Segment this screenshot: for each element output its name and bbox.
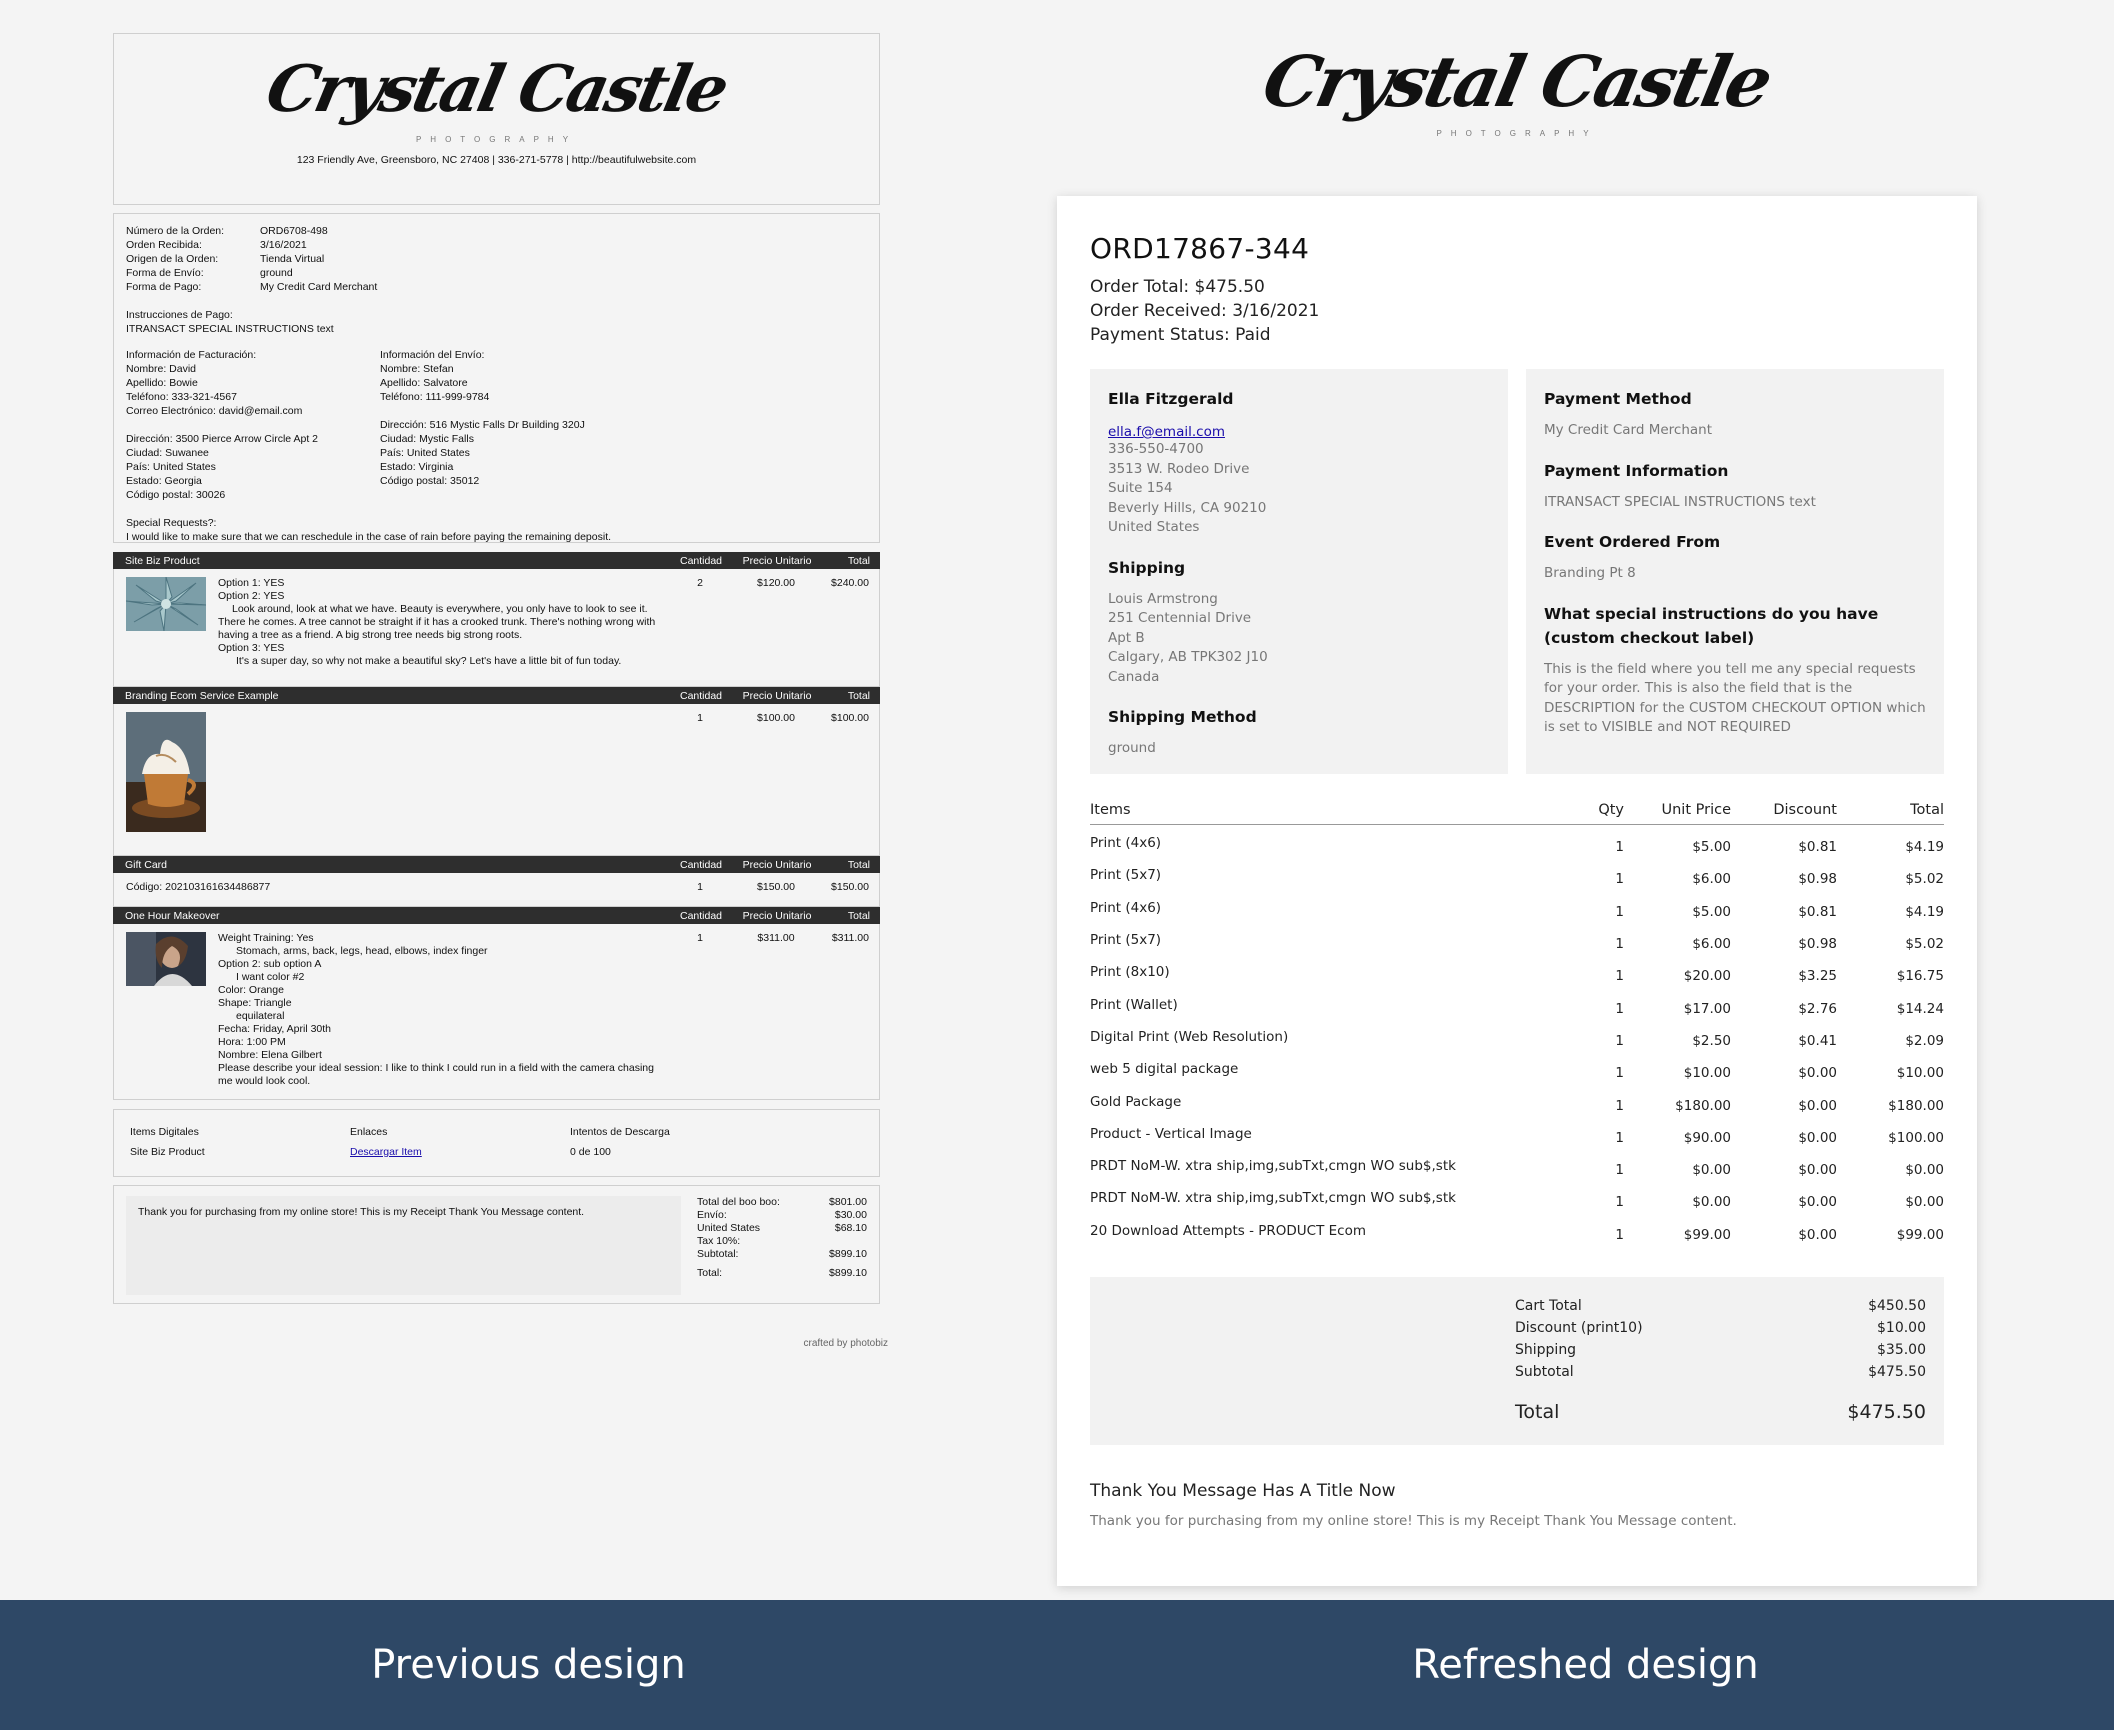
product-unit-price: $100.00	[757, 712, 795, 724]
item-discount: $0.00	[1798, 1194, 1837, 1211]
table-row	[1090, 1154, 1944, 1186]
spacer	[380, 404, 634, 418]
crafted-by: crafted by photobiz	[803, 1338, 888, 1349]
payment-panel	[1526, 369, 1944, 774]
product-values	[669, 577, 869, 678]
col-unit-price: Unit Price	[1661, 802, 1731, 818]
billing-heading: Información de Facturación:	[126, 349, 257, 361]
product-option-line: Weight Training: Yes	[218, 932, 314, 944]
item-qty: 1	[1615, 839, 1624, 856]
order-field-label: Forma de Envío:	[126, 267, 204, 279]
table-row	[1090, 1219, 1944, 1251]
item-discount: $2.76	[1798, 1000, 1837, 1017]
brand-logo: Crystal Castle	[260, 52, 733, 127]
product-option-line: Look around, look at what we have. Beauty is everywhere, you only have to look to see it. There he comes. A tree cannot be straight if it has a crooked trunk. There's nothing wrong with having a tree as a friend. A big strong tree needs big strong roots.	[218, 603, 656, 641]
payment-instructions-value: ITRANSACT SPECIAL INSTRUCTIONS text	[126, 323, 334, 335]
special-requests	[126, 516, 867, 544]
address-columns	[126, 348, 867, 502]
product-option-line: Option 1: YES	[218, 577, 285, 589]
product-unit-price: $120.00	[757, 577, 795, 589]
product-total: $240.00	[831, 577, 869, 589]
previous-header	[113, 33, 880, 205]
payment-instructions	[126, 308, 867, 336]
product-option-line: Please describe your ideal session: I like to think I could run in a field with the camera chasing me would look cool.	[218, 1062, 654, 1087]
item-name: Print (8x10)	[1090, 964, 1170, 981]
item-name: Print (5x7)	[1090, 932, 1162, 949]
product-option-line: Hora: 1:00 PM	[218, 1036, 286, 1048]
table-row	[1090, 896, 1944, 928]
table-row	[1090, 1122, 1944, 1154]
shipping-line: Apt B	[1108, 629, 1145, 646]
item-total: $4.19	[1905, 903, 1944, 920]
total-label: Envío:	[697, 1209, 727, 1221]
downloads-col-attempts: Intentos de Descarga	[570, 1126, 670, 1138]
item-unit-price: $90.00	[1683, 1129, 1731, 1146]
item-qty: 1	[1615, 1226, 1624, 1243]
table-row	[1090, 992, 1944, 1024]
billing-line: Ciudad: Suwanee	[126, 447, 209, 459]
shipping-info	[380, 348, 634, 502]
billing-line: Estado: Georgia	[126, 475, 202, 487]
product-option-line: I want color #2	[236, 971, 305, 983]
product-thumbnail-image	[126, 712, 206, 847]
product-thumbnail-image	[126, 932, 206, 1091]
items-table-header	[1090, 802, 1944, 825]
total-row	[697, 1267, 867, 1280]
item-name: Digital Print (Web Resolution)	[1090, 1028, 1289, 1045]
product-header-bar	[113, 856, 880, 873]
order-field-row	[126, 280, 867, 294]
product-option-line: Fecha: Friday, April 30th	[218, 1023, 332, 1035]
order-field-row	[126, 266, 867, 280]
product-option-line: equilateral	[236, 1010, 285, 1022]
shipping-line: Nombre: Stefan	[380, 363, 454, 375]
item-unit-price: $99.00	[1683, 1226, 1731, 1243]
item-qty: 1	[1615, 903, 1624, 920]
brand-logo: Crystal Castle	[1256, 40, 1778, 123]
col-precio-unitario: Precio Unitario	[742, 858, 812, 871]
product-unit-price: $311.00	[757, 932, 795, 944]
total-row	[697, 1222, 867, 1248]
product-header-bar	[113, 907, 880, 924]
item-name: Print (5x7)	[1090, 867, 1162, 884]
col-cantidad: Cantidad	[679, 689, 723, 702]
product-name: Gift Card	[125, 858, 168, 871]
item-qty: 1	[1615, 1032, 1624, 1049]
thank-you-text: Thank you for purchasing from my online store! This is my Receipt Thank You Message content.	[1090, 1512, 1737, 1529]
order-field-value: ground	[260, 267, 293, 279]
col-precio-unitario: Precio Unitario	[742, 554, 812, 567]
item-name: 20 Download Attempts - PRODUCT Ecom	[1090, 1222, 1367, 1239]
col-total: Total	[847, 858, 870, 871]
table-row	[1090, 863, 1944, 895]
shipping-line: País: United States	[380, 447, 470, 459]
business-address: 123 Friendly Ave, Greensboro, NC 27408 | 336-271-5778 | http://beautifulwebsite.com	[296, 154, 697, 166]
previous-totals-section	[113, 1185, 880, 1304]
col-precio-unitario: Precio Unitario	[742, 689, 812, 702]
previous-thank-you: Thank you for purchasing from my online store! This is my Receipt Thank You Message content.	[126, 1196, 681, 1295]
item-discount: $0.41	[1798, 1032, 1837, 1049]
col-cantidad: Cantidad	[679, 858, 723, 871]
special-instructions-value: This is the field where you tell me any special requests for your order. This is also the field that is the DESCRIPTION for the CUSTOM CHECKOUT OPTION which is set to VISIBLE and NOT REQUIRED	[1544, 660, 1926, 735]
total-value: $68.10	[834, 1222, 867, 1234]
item-unit-price: $5.00	[1692, 839, 1731, 856]
summary-row	[1515, 1361, 1926, 1383]
shipping-line: Apellido: Salvatore	[380, 377, 468, 389]
col-precio-unitario: Precio Unitario	[742, 909, 812, 922]
table-row	[1090, 831, 1944, 863]
item-discount: $0.00	[1798, 1097, 1837, 1114]
product-total: $150.00	[831, 881, 869, 893]
product-option-line: Stomach, arms, back, legs, head, elbows, index finger	[236, 945, 488, 957]
total-row	[697, 1196, 867, 1209]
customer-panel	[1090, 369, 1508, 774]
item-qty: 1	[1615, 968, 1624, 985]
billing-line: Nombre: David	[126, 363, 197, 375]
shipping-method-section	[1108, 705, 1490, 759]
customer-line: Beverly Hills, CA 90210	[1108, 499, 1267, 516]
brand-subtitle: PHOTOGRAPHY	[1436, 129, 1598, 138]
product-unit-price: $150.00	[757, 881, 795, 893]
order-field-value: 3/16/2021	[260, 239, 307, 251]
previous-products	[113, 552, 880, 1100]
shipping-address	[1108, 590, 1490, 688]
product-option-line: Option 3: YES	[218, 642, 285, 654]
item-unit-price: $180.00	[1675, 1097, 1731, 1114]
product-values	[669, 932, 869, 1091]
comparison-banner	[0, 1600, 2114, 1730]
total-value: $899.10	[829, 1248, 867, 1260]
downloads-header	[130, 1126, 863, 1146]
product-total: $311.00	[831, 932, 869, 944]
table-row	[1090, 1025, 1944, 1057]
item-total: $4.19	[1905, 839, 1944, 856]
product-name: One Hour Makeover	[125, 909, 220, 922]
item-total: $0.00	[1905, 1162, 1944, 1179]
item-qty: 1	[1615, 1065, 1624, 1082]
refreshed-logo	[1057, 40, 1977, 138]
product-header-bar	[113, 687, 880, 704]
payment-method-value: My Credit Card Merchant	[1544, 422, 1712, 438]
refreshed-design-receipt	[1057, 196, 1977, 1586]
item-discount: $0.00	[1798, 1129, 1837, 1146]
payment-instructions-label: Instrucciones de Pago:	[126, 309, 233, 321]
product-option-line: Option 2: YES	[218, 590, 285, 602]
table-row	[1090, 1089, 1944, 1121]
total-label: United States Tax 10%:	[697, 1222, 761, 1247]
payment-info-heading: Payment Information	[1544, 461, 1729, 480]
order-field-value: Tienda Virtual	[260, 253, 325, 265]
item-total: $2.09	[1905, 1032, 1944, 1049]
order-field-row	[126, 224, 867, 238]
table-row	[1090, 928, 1944, 960]
product-total: $100.00	[831, 712, 869, 724]
summary-label: Discount (print10)	[1515, 1319, 1643, 1336]
order-field-row	[126, 252, 867, 266]
order-field-label: Número de la Orden:	[126, 225, 225, 237]
item-discount: $3.25	[1798, 968, 1837, 985]
item-discount: $0.98	[1798, 871, 1837, 888]
previous-design-label: Previous design	[371, 1642, 686, 1688]
product-values	[669, 881, 869, 898]
shipping-method-value: ground	[1108, 740, 1156, 756]
info-panels	[1090, 369, 1944, 774]
special-instructions-heading: What special instructions do you have (custom checkout label)	[1544, 604, 1879, 647]
item-total: $10.00	[1896, 1065, 1944, 1082]
grand-total	[1515, 1401, 1926, 1423]
payment-status: Payment Status: Paid	[1090, 325, 1271, 345]
product-header-bar	[113, 552, 880, 569]
product-name: Branding Ecom Service Example	[125, 689, 279, 702]
item-discount: $0.98	[1798, 936, 1837, 953]
item-name: Print (4x6)	[1090, 899, 1162, 916]
col-discount: Discount	[1773, 802, 1837, 818]
product-qty: 1	[697, 881, 703, 893]
downloads-table	[113, 1109, 880, 1177]
summary-row	[1515, 1339, 1926, 1361]
previous-design-receipt	[113, 33, 888, 1349]
item-total: $14.24	[1896, 1000, 1944, 1017]
product-body	[113, 873, 880, 907]
product-body	[113, 569, 880, 687]
total-row	[697, 1248, 867, 1261]
item-unit-price: $17.00	[1683, 1000, 1731, 1017]
summary-value: $10.00	[1877, 1319, 1926, 1336]
item-name: PRDT NoM-W. xtra ship,img,subTxt,cmgn WO sub$,stk	[1090, 1190, 1456, 1207]
downloads-row	[130, 1146, 863, 1166]
refreshed-design-label: Refreshed design	[1412, 1642, 1759, 1688]
billing-line: Dirección: 3500 Pierce Arrow Circle Apt 2	[126, 433, 318, 445]
order-number: ORD17867-344	[1090, 232, 1310, 265]
product-qty: 1	[697, 712, 703, 724]
item-unit-price: $2.50	[1692, 1032, 1731, 1049]
grand-total-label: Total	[1515, 1400, 1560, 1423]
shipping-line: Teléfono: 111-999-9784	[380, 391, 490, 403]
payment-info-value: ITRANSACT SPECIAL INSTRUCTIONS text	[1544, 493, 1816, 510]
item-total: $180.00	[1888, 1097, 1944, 1114]
summary-rows	[1515, 1295, 1926, 1383]
item-total: $99.00	[1896, 1226, 1944, 1243]
total-row	[697, 1209, 867, 1222]
summary-value: $475.50	[1868, 1363, 1926, 1380]
table-row	[1090, 1057, 1944, 1089]
product-body	[113, 924, 880, 1100]
order-field-value: ORD6708-498	[260, 225, 328, 237]
product-qty: 2	[697, 577, 703, 589]
shipping-line: Louis Armstrong	[1108, 590, 1218, 607]
thank-you-title: Thank You Message Has A Title Now	[1090, 1480, 1396, 1501]
total-label: Total:	[697, 1267, 723, 1279]
item-total: $5.02	[1905, 871, 1944, 888]
order-field-row	[126, 238, 867, 252]
shipping-section	[1108, 556, 1490, 688]
total-label: Subtotal:	[697, 1248, 739, 1260]
item-qty: 1	[1615, 1162, 1624, 1179]
customer-line: United States	[1108, 519, 1200, 535]
grand-total-value: $475.50	[1847, 1400, 1926, 1423]
order-field-value: My Credit Card Merchant	[260, 281, 378, 293]
customer-line: 336-550-4700	[1108, 441, 1204, 457]
item-unit-price: $0.00	[1692, 1162, 1731, 1179]
event-heading: Event Ordered From	[1544, 533, 1721, 551]
order-total: Order Total: $475.50	[1090, 277, 1265, 297]
billing-line: Correo Electrónico: david@email.com	[126, 405, 303, 417]
special-requests-label: Special Requests?:	[126, 517, 217, 529]
order-field-label: Forma de Pago:	[126, 281, 202, 293]
shipping-line: 251 Centennial Drive	[1108, 610, 1252, 626]
download-attempts: 0 de 100	[570, 1146, 611, 1158]
product-option-line: Shape: Triangle	[218, 997, 292, 1009]
item-total: $16.75	[1896, 968, 1944, 985]
item-qty: 1	[1615, 1000, 1624, 1017]
product-options	[126, 881, 669, 898]
product-options	[218, 712, 669, 847]
product-qty: 1	[697, 932, 703, 944]
brand-subtitle: PHOTOGRAPHY	[415, 135, 578, 144]
shipping-heading: Shipping	[1108, 558, 1186, 577]
billing-line: País: United States	[126, 461, 216, 473]
summary-label: Subtotal	[1515, 1363, 1574, 1380]
item-qty: 1	[1615, 871, 1624, 888]
billing-line: Código postal: 30026	[126, 489, 226, 501]
downloads-col-items: Items Digitales	[130, 1126, 199, 1138]
billing-info	[126, 348, 380, 502]
product-body	[113, 704, 880, 856]
total-value: $899.10	[829, 1267, 867, 1279]
item-unit-price: $0.00	[1692, 1194, 1731, 1211]
product-thumbnail-image	[126, 577, 206, 678]
item-qty: 1	[1615, 1194, 1624, 1211]
item-discount: $0.00	[1798, 1226, 1837, 1243]
shipping-line: Estado: Virginia	[380, 461, 454, 473]
gift-card-code: Código: 202103161634486877	[126, 881, 271, 893]
event-value: Branding Pt 8	[1544, 565, 1636, 581]
download-item-link[interactable]: Descargar Item	[350, 1146, 422, 1158]
item-total: $0.00	[1905, 1194, 1944, 1211]
item-name: Product - Vertical Image	[1090, 1125, 1252, 1142]
shipping-line: Canada	[1108, 668, 1160, 685]
spacer	[126, 418, 380, 432]
item-qty: 1	[1615, 936, 1624, 953]
product-values	[669, 712, 869, 847]
order-meta	[1090, 275, 1944, 347]
item-unit-price: $5.00	[1692, 903, 1731, 920]
order-fields	[126, 224, 867, 294]
col-items: Items	[1090, 802, 1131, 818]
product-option-line: It's a super day, so why not make a beautiful sky? Let's have a little bit of fun today.	[236, 655, 622, 667]
product-option-line: Color: Orange	[218, 984, 284, 996]
col-cantidad: Cantidad	[679, 909, 723, 922]
billing-line: Teléfono: 333-321-4567	[126, 391, 237, 403]
total-value: $801.00	[829, 1196, 867, 1208]
order-summary	[1090, 1277, 1944, 1445]
downloads-col-links: Enlaces	[350, 1126, 388, 1138]
shipping-line: Código postal: 35012	[380, 475, 480, 487]
item-name: PRDT NoM-W. xtra ship,img,subTxt,cmgn WO sub$,stk	[1090, 1158, 1456, 1175]
shipping-method-heading: Shipping Method	[1108, 708, 1257, 726]
summary-value: $450.50	[1868, 1297, 1926, 1314]
item-name: Print (Wallet)	[1090, 996, 1178, 1013]
item-unit-price: $20.00	[1683, 968, 1731, 985]
col-qty: Qty	[1598, 802, 1624, 818]
payment-method-heading: Payment Method	[1544, 390, 1692, 408]
shipping-heading: Información del Envío:	[380, 349, 485, 361]
product-name: Site Biz Product	[125, 554, 200, 567]
item-discount: $0.00	[1798, 1162, 1837, 1179]
item-total: $100.00	[1888, 1129, 1944, 1146]
item-discount: $0.00	[1798, 1065, 1837, 1082]
order-received: Order Received: 3/16/2021	[1090, 301, 1320, 321]
item-discount: $0.81	[1798, 839, 1837, 856]
customer-email-link[interactable]: ella.f@email.com	[1108, 424, 1225, 440]
previous-order-info	[113, 213, 880, 543]
summary-value: $35.00	[1877, 1341, 1926, 1358]
shipping-line: Calgary, AB TPK302 J10	[1108, 649, 1268, 665]
product-option-line: Option 2: sub option A	[218, 958, 322, 970]
items-table	[1090, 802, 1944, 1251]
col-total: Total	[1910, 802, 1944, 818]
special-requests-value: I would like to make sure that we can reschedule in the case of rain before paying the remaining deposit.	[126, 531, 612, 543]
item-unit-price: $6.00	[1692, 936, 1731, 953]
customer-address	[1108, 440, 1490, 538]
summary-row	[1515, 1317, 1926, 1339]
customer-name: Ella Fitzgerald	[1108, 390, 1234, 408]
product-option-line: Nombre: Elena Gilbert	[218, 1049, 322, 1061]
summary-label: Cart Total	[1515, 1297, 1582, 1314]
item-name: Print (4x6)	[1090, 835, 1162, 852]
shipping-line: Ciudad: Mystic Falls	[380, 433, 474, 445]
item-unit-price: $6.00	[1692, 871, 1731, 888]
download-item-name: Site Biz Product	[130, 1146, 205, 1158]
previous-totals	[681, 1196, 867, 1293]
customer-line: Suite 154	[1108, 480, 1173, 496]
customer-line: 3513 W. Rodeo Drive	[1108, 460, 1250, 477]
product-options	[218, 577, 669, 678]
order-field-label: Origen de la Orden:	[126, 253, 219, 265]
shipping-line: Dirección: 516 Mystic Falls Dr Building 320J	[380, 419, 585, 431]
item-unit-price: $10.00	[1683, 1065, 1731, 1082]
item-qty: 1	[1615, 1129, 1624, 1146]
order-field-label: Orden Recibida:	[126, 239, 202, 251]
item-discount: $0.81	[1798, 903, 1837, 920]
table-row	[1090, 1186, 1944, 1218]
items-table-body	[1090, 831, 1944, 1251]
item-total: $5.02	[1905, 936, 1944, 953]
total-label: Total del boo boo:	[697, 1196, 780, 1208]
table-row	[1090, 960, 1944, 992]
billing-line: Apellido: Bowie	[126, 377, 198, 389]
summary-row	[1515, 1295, 1926, 1317]
total-value: $30.00	[834, 1209, 867, 1221]
item-name: web 5 digital package	[1090, 1061, 1239, 1078]
item-name: Gold Package	[1090, 1093, 1182, 1110]
col-total: Total	[847, 689, 870, 702]
summary-label: Shipping	[1515, 1341, 1577, 1358]
item-qty: 1	[1615, 1097, 1624, 1114]
col-total: Total	[847, 909, 870, 922]
col-total: Total	[847, 554, 870, 567]
product-options	[218, 932, 669, 1091]
col-cantidad: Cantidad	[679, 554, 723, 567]
